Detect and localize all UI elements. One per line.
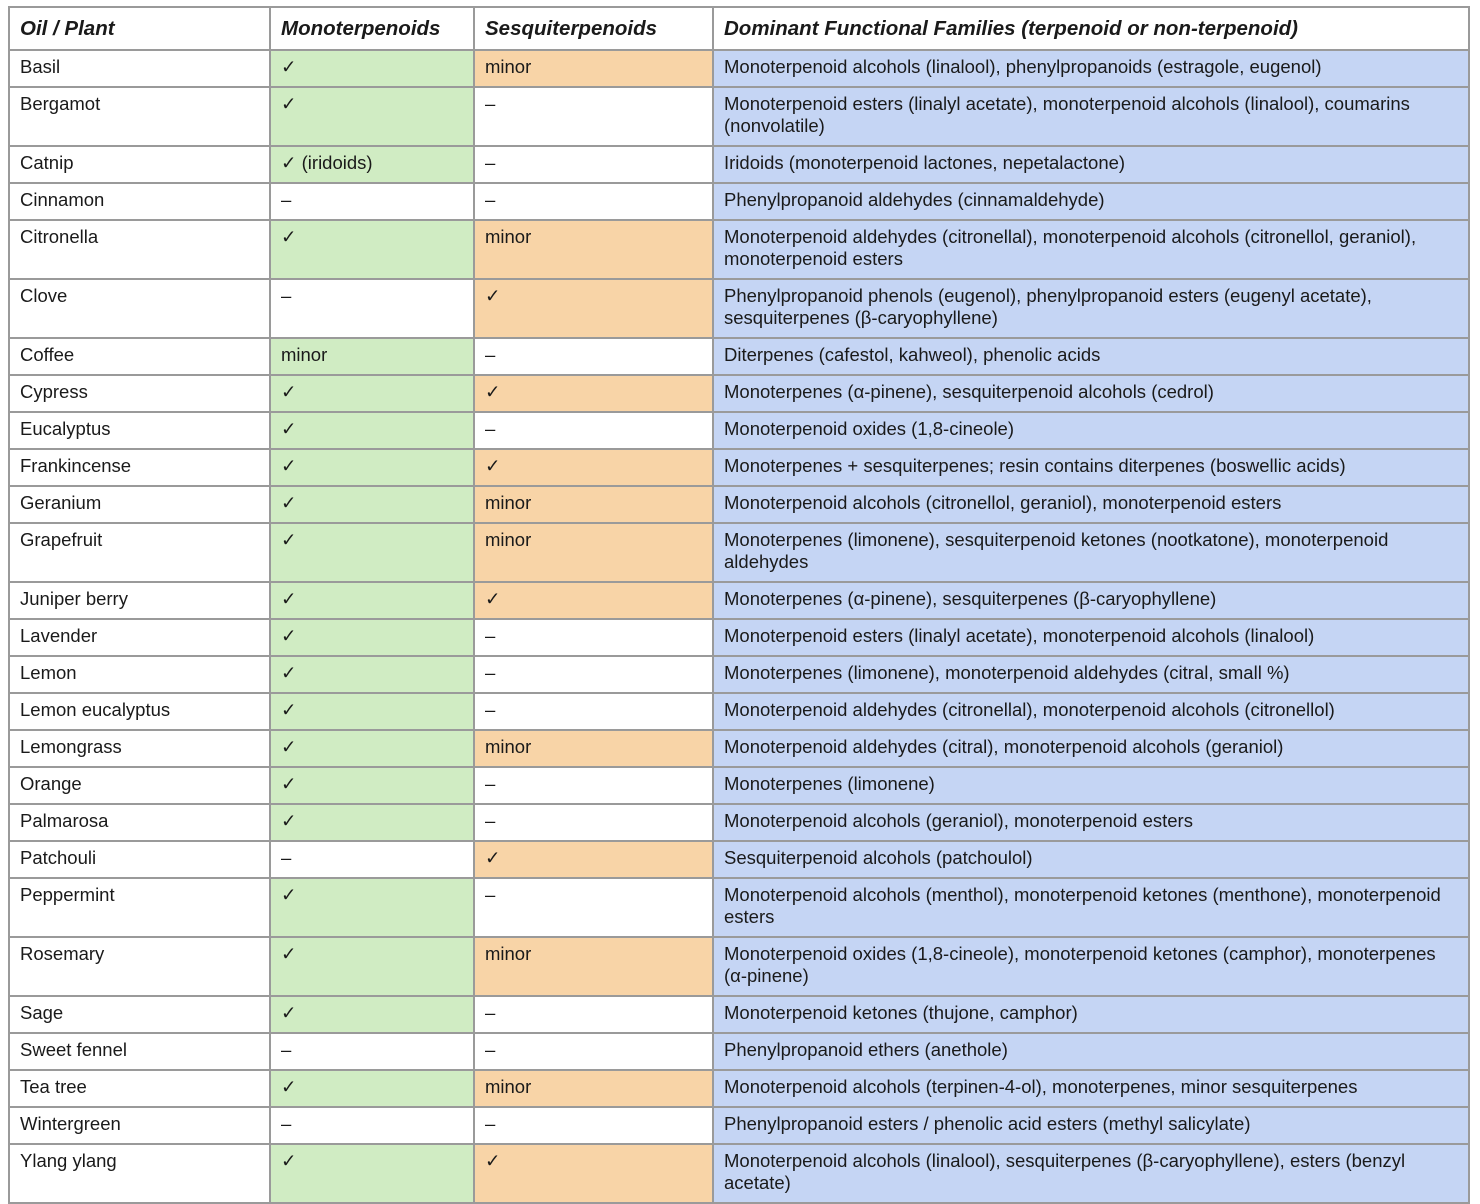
monoterpenoids-cell: ✓: [270, 449, 474, 486]
plant-name-cell: Sage: [9, 996, 270, 1033]
functional-families-cell: Monoterpenoid esters (linalyl acetate), monoterpenoid alcohols (linalool): [713, 619, 1469, 656]
monoterpenoids-cell: ✓: [270, 937, 474, 996]
header-monoterpenoids: Monoterpenoids: [270, 7, 474, 50]
functional-families-cell: Monoterpenoid esters (linalyl acetate), monoterpenoid alcohols (linalool), coumarins (nonvolatile): [713, 87, 1469, 146]
sesquiterpenoids-cell: minor: [474, 220, 713, 279]
monoterpenoids-cell: ✓: [270, 375, 474, 412]
sesquiterpenoids-cell: –: [474, 619, 713, 656]
table-row: [9, 730, 1469, 767]
sesquiterpenoids-cell: ✓: [474, 841, 713, 878]
plant-name-cell: Juniper berry: [9, 582, 270, 619]
sesquiterpenoids-cell: minor: [474, 486, 713, 523]
monoterpenoids-cell: ✓: [270, 767, 474, 804]
sesquiterpenoids-cell: –: [474, 656, 713, 693]
sesquiterpenoids-cell: minor: [474, 937, 713, 996]
functional-families-cell: Sesquiterpenoid alcohols (patchoulol): [713, 841, 1469, 878]
table-row: [9, 449, 1469, 486]
monoterpenoids-cell: ✓: [270, 996, 474, 1033]
plant-name-cell: Rosemary: [9, 937, 270, 996]
functional-families-cell: Monoterpenoid aldehydes (citronellal), monoterpenoid alcohols (citronellol): [713, 693, 1469, 730]
plant-name-cell: Frankincense: [9, 449, 270, 486]
header-oil-plant: Oil / Plant: [9, 7, 270, 50]
plant-name-cell: Catnip: [9, 146, 270, 183]
table-row: [9, 146, 1469, 183]
functional-families-cell: Monoterpenes (limonene), monoterpenoid aldehydes (citral, small %): [713, 656, 1469, 693]
sesquiterpenoids-cell: ✓: [474, 375, 713, 412]
plant-name-cell: Cinnamon: [9, 183, 270, 220]
table-row: [9, 804, 1469, 841]
functional-families-cell: Monoterpenoid aldehydes (citral), monoterpenoid alcohols (geraniol): [713, 730, 1469, 767]
plant-name-cell: Tea tree: [9, 1070, 270, 1107]
plant-name-cell: Lemon: [9, 656, 270, 693]
plant-name-cell: Wintergreen: [9, 1107, 270, 1144]
monoterpenoids-cell: ✓: [270, 87, 474, 146]
functional-families-cell: Phenylpropanoid phenols (eugenol), phenylpropanoid esters (eugenyl acetate), sesquiterpenes (β-caryophyllene): [713, 279, 1469, 338]
monoterpenoids-cell: ✓: [270, 582, 474, 619]
functional-families-cell: Monoterpenoid oxides (1,8-cineole), monoterpenoid ketones (camphor), monoterpenes (α-pinene): [713, 937, 1469, 996]
plant-name-cell: Geranium: [9, 486, 270, 523]
plant-name-cell: Lemon eucalyptus: [9, 693, 270, 730]
plant-name-cell: Citronella: [9, 220, 270, 279]
functional-families-cell: Monoterpenoid ketones (thujone, camphor): [713, 996, 1469, 1033]
plant-name-cell: Coffee: [9, 338, 270, 375]
table-row: [9, 619, 1469, 656]
functional-families-cell: Monoterpenes (limonene), sesquiterpenoid ketones (nootkatone), monoterpenoid aldehydes: [713, 523, 1469, 582]
sesquiterpenoids-cell: ✓: [474, 449, 713, 486]
sesquiterpenoids-cell: –: [474, 412, 713, 449]
sesquiterpenoids-cell: ✓: [474, 279, 713, 338]
header-functional-families: Dominant Functional Families (terpenoid or non-terpenoid): [713, 7, 1469, 50]
table-row: [9, 996, 1469, 1033]
monoterpenoids-cell: –: [270, 279, 474, 338]
functional-families-cell: Diterpenes (cafestol, kahweol), phenolic acids: [713, 338, 1469, 375]
functional-families-cell: Monoterpenoid alcohols (citronellol, geraniol), monoterpenoid esters: [713, 486, 1469, 523]
monoterpenoids-cell: –: [270, 1033, 474, 1070]
functional-families-cell: Monoterpenoid alcohols (linalool), sesquiterpenes (β-caryophyllene), esters (benzyl acetate): [713, 1144, 1469, 1203]
header-sesquiterpenoids: Sesquiterpenoids: [474, 7, 713, 50]
functional-families-cell: Phenylpropanoid esters / phenolic acid esters (methyl salicylate): [713, 1107, 1469, 1144]
functional-families-cell: Monoterpenoid aldehydes (citronellal), monoterpenoid alcohols (citronellol, geraniol), monoterpenoid esters: [713, 220, 1469, 279]
header-row: [9, 7, 1469, 50]
sesquiterpenoids-cell: –: [474, 146, 713, 183]
plant-name-cell: Peppermint: [9, 878, 270, 937]
monoterpenoids-cell: ✓: [270, 1144, 474, 1203]
sesquiterpenoids-cell: –: [474, 878, 713, 937]
monoterpenoids-cell: ✓: [270, 523, 474, 582]
sesquiterpenoids-cell: minor: [474, 50, 713, 87]
plant-name-cell: Lavender: [9, 619, 270, 656]
functional-families-cell: Monoterpenoid oxides (1,8-cineole): [713, 412, 1469, 449]
functional-families-cell: Phenylpropanoid aldehydes (cinnamaldehyde): [713, 183, 1469, 220]
table-row: [9, 656, 1469, 693]
table-row: [9, 767, 1469, 804]
plant-name-cell: Basil: [9, 50, 270, 87]
functional-families-cell: Monoterpenes (α-pinene), sesquiterpenoid alcohols (cedrol): [713, 375, 1469, 412]
plant-name-cell: Eucalyptus: [9, 412, 270, 449]
monoterpenoids-cell: ✓: [270, 619, 474, 656]
table-row: [9, 486, 1469, 523]
monoterpenoids-cell: ✓: [270, 878, 474, 937]
sesquiterpenoids-cell: –: [474, 183, 713, 220]
sesquiterpenoids-cell: minor: [474, 1070, 713, 1107]
table-row: [9, 279, 1469, 338]
monoterpenoids-cell: ✓: [270, 486, 474, 523]
functional-families-cell: Monoterpenes + sesquiterpenes; resin contains diterpenes (boswellic acids): [713, 449, 1469, 486]
plant-name-cell: Clove: [9, 279, 270, 338]
functional-families-cell: Monoterpenes (limonene): [713, 767, 1469, 804]
sesquiterpenoids-cell: –: [474, 87, 713, 146]
table-row: [9, 1107, 1469, 1144]
table-row: [9, 412, 1469, 449]
monoterpenoids-cell: ✓: [270, 1070, 474, 1107]
monoterpenoids-cell: ✓: [270, 693, 474, 730]
functional-families-cell: Monoterpenes (α-pinene), sesquiterpenes (β-caryophyllene): [713, 582, 1469, 619]
table-row: [9, 693, 1469, 730]
plant-name-cell: Bergamot: [9, 87, 270, 146]
monoterpenoids-cell: ✓: [270, 50, 474, 87]
sesquiterpenoids-cell: minor: [474, 523, 713, 582]
sesquiterpenoids-cell: –: [474, 1033, 713, 1070]
table-row: [9, 50, 1469, 87]
monoterpenoids-cell: –: [270, 1107, 474, 1144]
functional-families-cell: Monoterpenoid alcohols (geraniol), monoterpenoid esters: [713, 804, 1469, 841]
plant-name-cell: Ylang ylang: [9, 1144, 270, 1203]
monoterpenoids-cell: –: [270, 841, 474, 878]
monoterpenoids-cell: ✓: [270, 412, 474, 449]
table-body: [9, 50, 1469, 1203]
table-row: [9, 375, 1469, 412]
table-row: [9, 220, 1469, 279]
table-row: [9, 841, 1469, 878]
plant-name-cell: Sweet fennel: [9, 1033, 270, 1070]
sesquiterpenoids-cell: –: [474, 693, 713, 730]
sesquiterpenoids-cell: –: [474, 996, 713, 1033]
table-row: [9, 1070, 1469, 1107]
plant-name-cell: Grapefruit: [9, 523, 270, 582]
table-row: [9, 87, 1469, 146]
table-row: [9, 1144, 1469, 1203]
plant-name-cell: Cypress: [9, 375, 270, 412]
functional-families-cell: Monoterpenoid alcohols (linalool), phenylpropanoids (estragole, eugenol): [713, 50, 1469, 87]
monoterpenoids-cell: minor: [270, 338, 474, 375]
sesquiterpenoids-cell: ✓: [474, 582, 713, 619]
sesquiterpenoids-cell: –: [474, 767, 713, 804]
monoterpenoids-cell: ✓ (iridoids): [270, 146, 474, 183]
plant-name-cell: Palmarosa: [9, 804, 270, 841]
functional-families-cell: Phenylpropanoid ethers (anethole): [713, 1033, 1469, 1070]
sesquiterpenoids-cell: –: [474, 1107, 713, 1144]
sesquiterpenoids-cell: –: [474, 338, 713, 375]
monoterpenoids-cell: ✓: [270, 220, 474, 279]
table-row: [9, 937, 1469, 996]
plant-name-cell: Patchouli: [9, 841, 270, 878]
table-row: [9, 183, 1469, 220]
oil-terpenoid-table: [8, 6, 1470, 1204]
table-row: [9, 523, 1469, 582]
functional-families-cell: Monoterpenoid alcohols (terpinen-4-ol), monoterpenes, minor sesquiterpenes: [713, 1070, 1469, 1107]
sesquiterpenoids-cell: minor: [474, 730, 713, 767]
functional-families-cell: Iridoids (monoterpenoid lactones, nepetalactone): [713, 146, 1469, 183]
table-row: [9, 878, 1469, 937]
plant-name-cell: Orange: [9, 767, 270, 804]
sesquiterpenoids-cell: ✓: [474, 1144, 713, 1203]
functional-families-cell: Monoterpenoid alcohols (menthol), monoterpenoid ketones (menthone), monoterpenoid esters: [713, 878, 1469, 937]
monoterpenoids-cell: ✓: [270, 730, 474, 767]
sesquiterpenoids-cell: –: [474, 804, 713, 841]
plant-name-cell: Lemongrass: [9, 730, 270, 767]
table-row: [9, 582, 1469, 619]
table-row: [9, 338, 1469, 375]
monoterpenoids-cell: ✓: [270, 656, 474, 693]
table-row: [9, 1033, 1469, 1070]
monoterpenoids-cell: –: [270, 183, 474, 220]
monoterpenoids-cell: ✓: [270, 804, 474, 841]
